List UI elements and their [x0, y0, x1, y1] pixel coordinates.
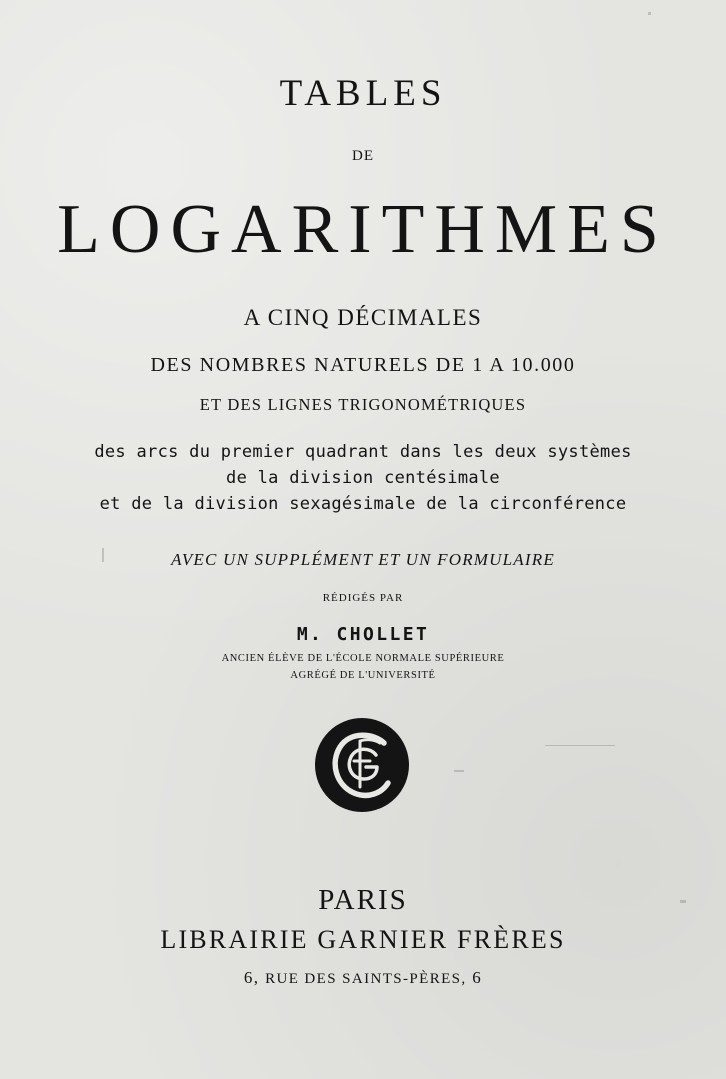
garnier-monogram-icon [314, 717, 410, 813]
description-line-3: et de la division sexagésimale de la circonférence [99, 494, 627, 514]
author-credential-2: AGRÉGÉ DE L'UNIVERSITÉ [290, 670, 436, 681]
paper-speck [680, 900, 686, 903]
paper-speck [648, 12, 651, 15]
title-de: DE [352, 148, 374, 164]
paper-speck [545, 745, 615, 746]
paper-speck [454, 770, 464, 772]
imprint-city: PARIS [318, 884, 408, 916]
subtitle-cinq-decimales: A CINQ DÉCIMALES [243, 305, 483, 330]
author-credential-1: ANCIEN ÉLÈVE DE L'ÉCOLE NORMALE SUPÉRIEURE [221, 653, 505, 664]
title-tables: TABLES [279, 73, 447, 114]
subtitle-nombres-naturels: DES NOMBRES NATURELS DE 1 A 10.000 [150, 354, 576, 376]
imprint-publisher: LIBRAIRIE GARNIER FRÈRES [160, 925, 566, 954]
address-number-right: 6 [472, 968, 483, 987]
description-line-2: de la division centésimale [226, 468, 500, 488]
author-name: M. CHOLLET [296, 624, 430, 645]
subtitle-lignes-trigonometriques: ET DES LIGNES TRIGONOMÉTRIQUES [199, 395, 527, 414]
rediges-par: RÉDIGÉS PAR [322, 592, 404, 604]
paper-speck [102, 548, 104, 562]
supplement-note: AVEC UN SUPPLÉMENT ET UN FORMULAIRE [171, 550, 555, 569]
title-logarithmes: LOGARITHMES [57, 191, 669, 268]
imprint-address [0, 968, 726, 988]
address-number-left: 6, [243, 968, 260, 987]
description-line-1: des arcs du premier quadrant dans les deux systèmes [94, 442, 632, 462]
address-street: RUE DES SAINTS-PÈRES, [265, 971, 467, 987]
